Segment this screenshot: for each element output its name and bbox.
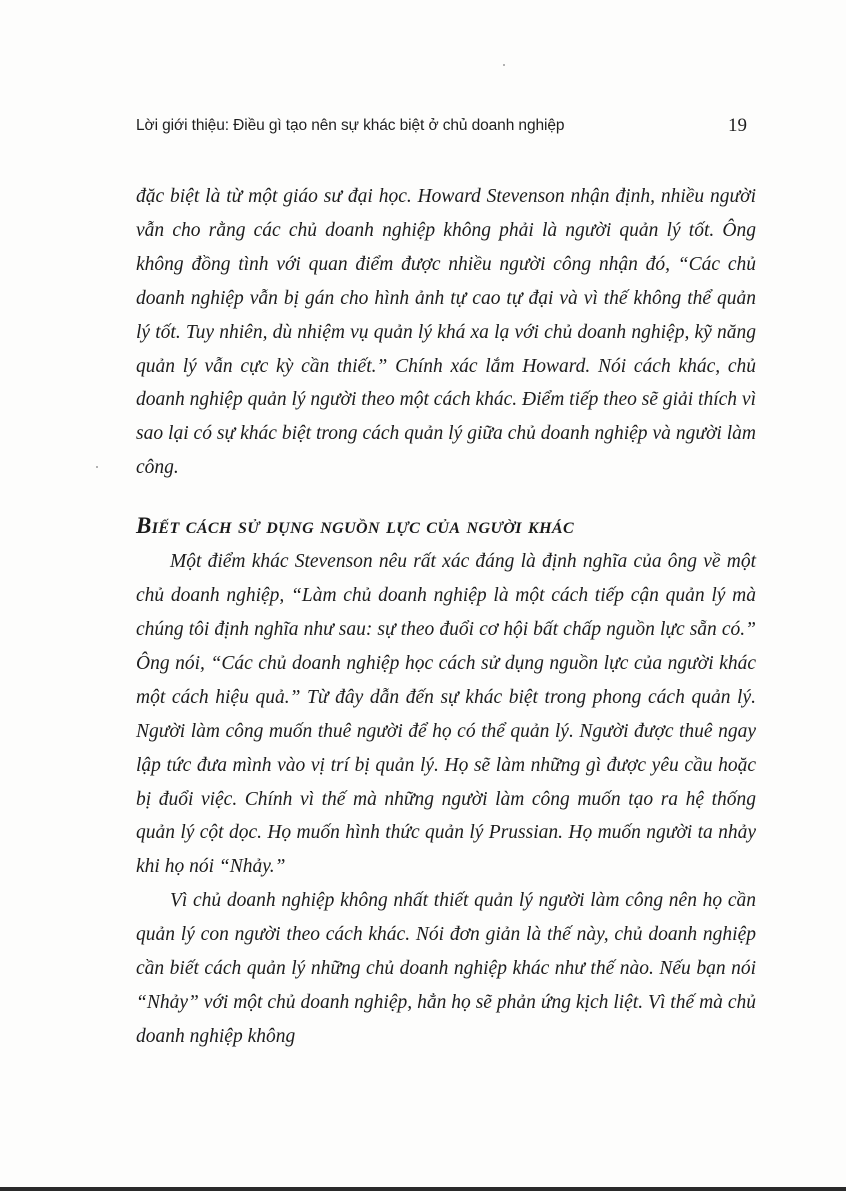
paragraph: Vì chủ doanh nghiệp không nhất thiết quản lý người làm công nên họ cần quản lý con người theo cách khác. Nói đơn giản là thế này, chủ doanh nghiệp cần biết cách quản lý những chủ doanh nghiệp khác như thế nào. Nếu bạn nói “Nhảy” với một chủ doanh nghiệp, hẳn họ sẽ phản ứng kịch liệt. Vì thế mà chủ doanh nghiệp không [136,890,756,1047]
running-header: Lời giới thiệu: Điều gì tạo nên sự khác biệt ở chủ doanh nghiệp [136,117,565,134]
page-number: 19 [728,115,747,136]
section-heading: Biết cách sử dụng nguồn lực của người khác [136,513,575,539]
body-text [136,180,756,1054]
paragraph: Một điểm khác Stevenson nêu rất xác đáng là định nghĩa của ông về một chủ doanh nghiệp, “Làm chủ doanh nghiệp là một cách tiếp cận quản lý mà chúng tôi định nghĩa như sau: sự theo đuổi cơ hội bất chấp nguồn lực sẵn có.” Ông nói, “Các chủ doanh nghiệp học cách sử dụng nguồn lực của người khác một cách hiệu quả.” Từ đây dẫn đến sự khác biệt trong phong cách quản lý. Người làm công muốn thuê người để họ có thể quản lý. Người được thuê ngay lập tức đưa mình vào vị trí bị quản lý. Họ sẽ làm những gì được yêu cầu hoặc bị đuổi việc. Chính vì thế mà những người làm công muốn tạo ra hệ thống quản lý cột dọc. Họ muốn hình thức quản lý Prussian. Họ muốn người ta nhảy khi họ nói “Nhảy.” [136,551,756,878]
paragraph-continued: đặc biệt là từ một giáo sư đại học. Howard Stevenson nhận định, nhiều người vẫn cho rằng các chủ doanh nghiệp không phải là người quản lý tốt. Ông không đồng tình với quan điểm được nhiều người công nhận đó, “Các chủ doanh nghiệp vẫn bị gán cho hình ảnh tự cao tự đại và vì thế không thể quản lý tốt. Tuy nhiên, dù nhiệm vụ quản lý khá xa lạ với chủ doanh nghiệp, kỹ năng quản lý vẫn cực kỳ cần thiết.” Chính xác lắm Howard. Nói cách khác, chủ doanh nghiệp quản lý người theo một cách khác. Điểm tiếp theo sẽ giải thích vì sao lại có sự khác biệt trong cách quản lý giữa chủ doanh nghiệp và người làm công. [136,186,756,479]
scan-speck [503,64,505,66]
scan-bottom-edge [0,1187,846,1191]
scan-speck [96,466,98,468]
